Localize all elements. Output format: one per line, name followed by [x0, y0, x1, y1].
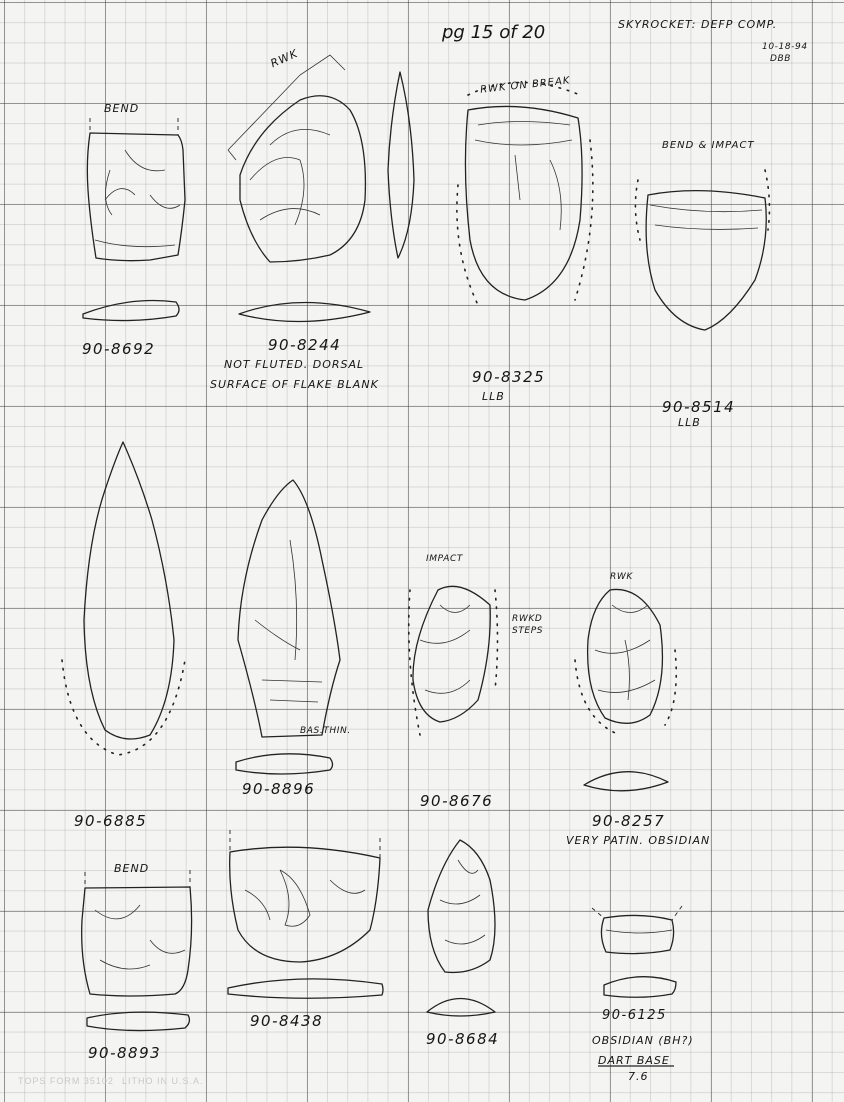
catalog-number-90-8438: 90-8438	[250, 1012, 324, 1030]
site-name: SKYROCKET: DEFP COMP.	[618, 18, 778, 31]
page-number: pg 15 of 20	[442, 22, 546, 43]
artifact-drawing-90-8684	[427, 840, 495, 1016]
catalog-number-90-8896: 90-8896	[242, 780, 316, 798]
artifact-drawing-90-8438	[228, 830, 383, 998]
artifact-drawing-90-8244	[228, 55, 414, 322]
paper-form-number: TOPS FORM 35102	[18, 1076, 114, 1086]
artifact-drawing-90-8893	[82, 870, 192, 1031]
note-rwkd: RWKD	[512, 614, 543, 624]
artifact-drawing-90-8676	[409, 586, 498, 735]
artifact-drawing-90-8325	[457, 83, 593, 306]
catalog-number-90-8325: 90-8325	[472, 368, 546, 386]
catalog-number-90-8676: 90-8676	[420, 792, 494, 810]
catalog-number-90-8244: 90-8244	[268, 336, 342, 354]
note-flake-blank: SURFACE OF FLAKE BLANK	[210, 378, 379, 391]
note-dart-base-measure: 7.6	[628, 1070, 649, 1083]
note-bend-8893: BEND	[114, 862, 150, 875]
paper-litho-mark: LITHO IN U.S.A.	[122, 1076, 204, 1086]
drawing-date: 10-18-94	[762, 42, 808, 52]
artifact-drawing-90-8257	[575, 589, 676, 790]
artifact-drawing-90-8692	[83, 118, 185, 321]
artifact-drawing-90-6125	[592, 906, 682, 997]
note-steps: STEPS	[512, 626, 544, 636]
note-llb-8325: LLB	[482, 390, 505, 403]
note-dart-base: DART BASE	[598, 1054, 670, 1067]
catalog-number-90-8684: 90-8684	[426, 1030, 500, 1048]
note-not-fluted: NOT FLUTED. DORSAL	[224, 358, 365, 371]
note-obsidian-bh: OBSIDIAN (BH?)	[592, 1034, 694, 1047]
catalog-number-90-8893: 90-8893	[88, 1044, 162, 1062]
note-bas-thin: BAS.THIN.	[300, 726, 351, 736]
catalog-number-90-6125: 90-6125	[602, 1008, 667, 1023]
catalog-number-90-8692: 90-8692	[82, 340, 156, 358]
drawer-initials: DBB	[770, 54, 792, 64]
artifact-drawing-90-8514	[635, 170, 769, 330]
catalog-number-90-8514: 90-8514	[662, 398, 736, 416]
note-bend-8692: BEND	[104, 102, 140, 115]
artifact-drawing-90-6885	[62, 442, 185, 755]
note-rwk-8257: RWK	[610, 572, 633, 582]
note-impact: IMPACT	[426, 554, 463, 564]
catalog-number-90-6885: 90-6885	[74, 812, 148, 830]
note-bend-impact: BEND & IMPACT	[662, 140, 755, 151]
note-rwk-8244: RWK	[268, 46, 301, 71]
catalog-number-90-8257: 90-8257	[592, 812, 666, 830]
note-very-patin-obsidian: VERY PATIN. OBSIDIAN	[566, 834, 711, 847]
note-rwk-on-break: RWK ON BREAK	[479, 75, 571, 96]
note-llb-8514: LLB	[678, 416, 701, 429]
